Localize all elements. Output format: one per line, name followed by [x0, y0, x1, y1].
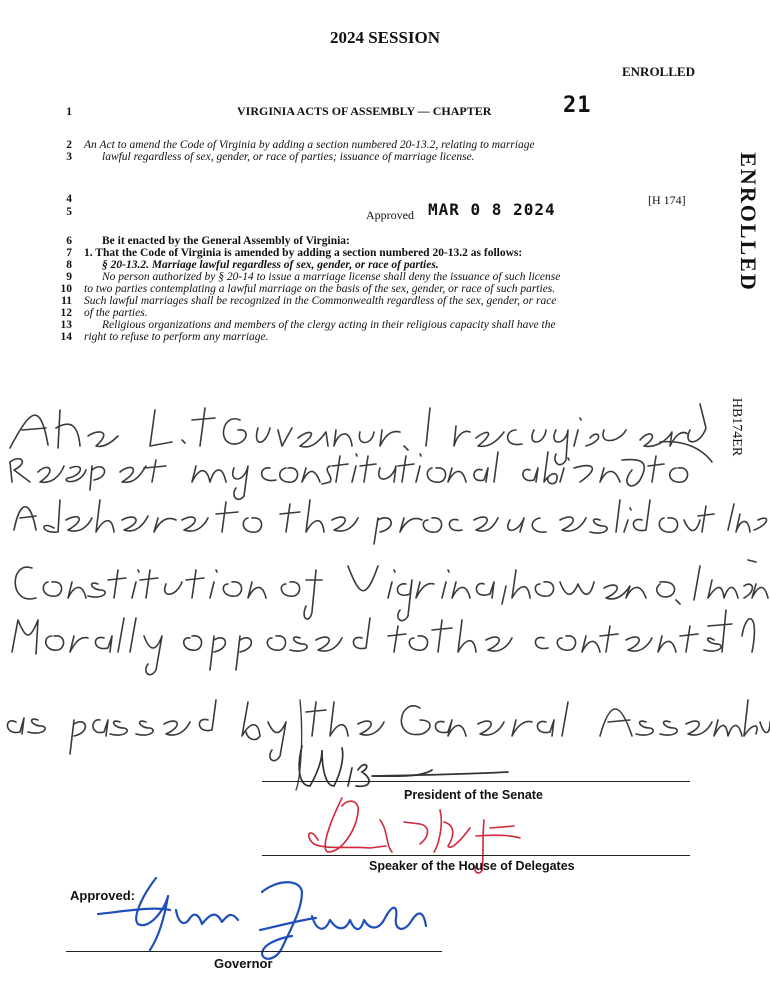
session-heading: 2024 SESSION — [329, 28, 441, 47]
line-number: 1 — [66, 106, 72, 118]
section-text-line: Religious organizations and members of the clergy acting in their religious capacity shall have the — [102, 319, 556, 331]
governor-label: Governor — [214, 956, 273, 971]
line-number: 14 — [60, 331, 72, 343]
speaker-of-house-label: Speaker of the House of Delegates — [369, 859, 575, 873]
line-number: 9 — [66, 271, 72, 283]
section-text-line: Such lawful marriages shall be recognized in the Commonwealth regardless of the sex, gender, or race — [84, 295, 557, 307]
enrolled-status: ENROLLED — [622, 64, 695, 79]
section-text-line: of the parties. — [84, 307, 148, 319]
bill-code-label: HB174ER — [729, 397, 744, 457]
president-of-senate-label: President of the Senate — [404, 788, 543, 802]
line-number: 6 — [66, 235, 72, 247]
line-number: 3 — [66, 151, 72, 163]
governor-signature-line — [66, 951, 442, 952]
approved-date-stamp: MAR 0 8 2024 — [428, 200, 556, 219]
line-number: 8 — [66, 259, 72, 271]
line-number: 12 — [60, 307, 72, 319]
bill-number: [H 174] — [648, 193, 686, 207]
line-number: 2 — [66, 139, 72, 151]
section-text-line: No person authorized by § 20-14 to issue a marriage license shall deny the issuance of such license — [102, 271, 561, 283]
line-number: 7 — [66, 247, 72, 259]
act-description-line: lawful regardless of sex, gender, or race of parties; issuance of marriage license. — [102, 151, 475, 163]
act-description-line: An Act to amend the Code of Virginia by adding a section numbered 20-13.2, relating to marriage — [84, 139, 535, 151]
line-number: 5 — [66, 206, 72, 218]
chapter-number: 21 — [563, 93, 592, 118]
line-number: 4 — [66, 193, 72, 205]
approved-signature-label: Approved: — [70, 888, 135, 903]
approved-label: Approved — [366, 208, 414, 222]
side-enrolled-label: ENROLLED — [736, 152, 761, 292]
enacting-clause: Be it enacted by the General Assembly of Virginia: — [102, 235, 350, 247]
section-heading: § 20-13.2. Marriage lawful regardless of sex, gender, or race of parties. — [102, 259, 439, 271]
line-number: 11 — [61, 295, 72, 307]
section-intro: 1. That the Code of Virginia is amended by adding a section numbered 20-13.2 as follows: — [84, 247, 523, 259]
section-text-line: to two parties contemplating a lawful marriage on the basis of the sex, gender, or race of such parties. — [84, 283, 556, 295]
line-number: 13 — [60, 319, 72, 331]
line-number: 10 — [60, 283, 72, 295]
section-text-line: right to refuse to perform any marriage. — [84, 331, 269, 343]
act-title: VIRGINIA ACTS OF ASSEMBLY — CHAPTER — [237, 104, 492, 118]
